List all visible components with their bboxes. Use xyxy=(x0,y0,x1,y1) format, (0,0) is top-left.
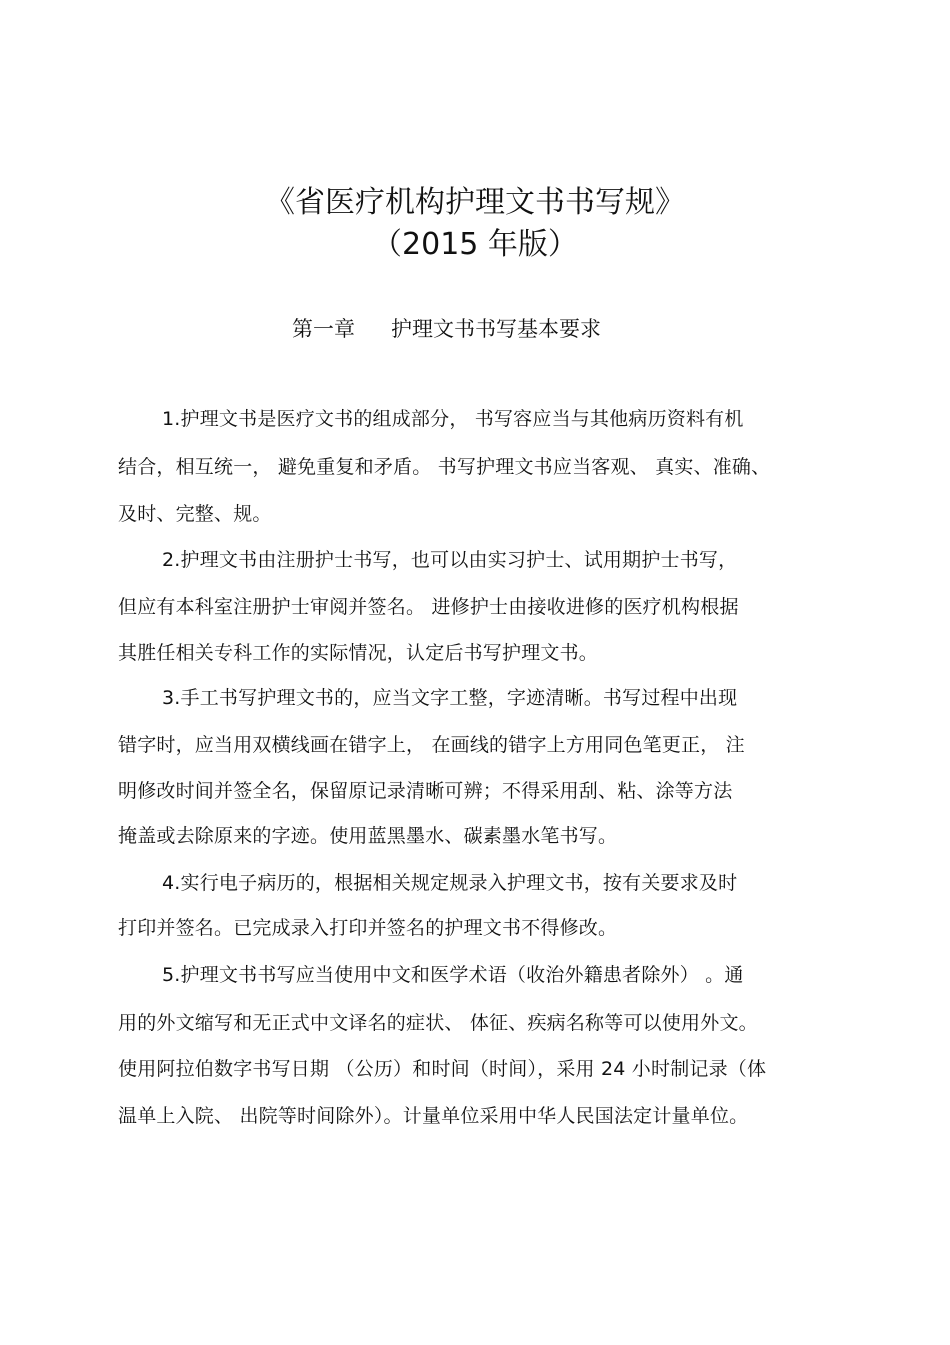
paragraph-3-line-4: 掩盖或去除原来的字迹。使用蓝黑墨水、碳素墨水笔书写。 xyxy=(118,825,618,847)
paragraph-5-line-3: 使用阿拉伯数字书写日期 （公历）和时间（时间），采用 24 小时制记录（体 xyxy=(118,1058,767,1080)
document-title: 《省医疗机构护理文书书写规》 xyxy=(265,185,685,220)
paragraph-3-line-2: 错字时，应当用双横线画在错字上， 在画线的错字上方用同色笔更正， 注 xyxy=(118,734,745,756)
paragraph-5-line-4: 温单上入院、 出院等时间除外）。计量单位采用中华人民国法定计量单位。 xyxy=(118,1105,749,1127)
paragraph-1-line-1: 1.护理文书是医疗文书的组成部分， 书写容应当与其他病历资料有机 xyxy=(162,408,744,430)
paragraph-1-line-2: 结合，相互统一， 避免重复和矛盾。 书写护理文书应当客观、 真实、准确、 xyxy=(118,456,771,478)
paragraph-4-line-1: 4.实行电子病历的，根据相关规定规录入护理文书，按有关要求及时 xyxy=(162,872,738,894)
paragraph-1-line-3: 及时、完整、规。 xyxy=(118,503,272,525)
paragraph-5-line-2: 用的外文缩写和无正式中文译名的症状、 体征、疾病名称等可以使用外文。 xyxy=(118,1012,758,1034)
paragraph-3-line-1: 3.手工书写护理文书的，应当文字工整，字迹清晰。书写过程中出现 xyxy=(162,687,738,709)
paragraph-5-line-1: 5.护理文书书写应当使用中文和医学术语（收治外籍患者除外） 。通 xyxy=(162,964,744,986)
chapter-number: 第一章 xyxy=(292,317,355,341)
paragraph-3-line-3: 明修改时间并签全名，保留原记录清晰可辨；不得采用刮、粘、涂等方法 xyxy=(118,780,733,802)
document-subtitle: （2015 年版） xyxy=(372,227,578,262)
paragraph-4-line-2: 打印并签名。已完成录入打印并签名的护理文书不得修改。 xyxy=(118,917,618,939)
paragraph-2-line-2: 但应有本科室注册护士审阅并签名。 进修护士由接收进修的医疗机构根据 xyxy=(118,596,739,618)
chapter-name: 护理文书书写基本要求 xyxy=(391,317,601,341)
paragraph-2-line-1: 2.护理文书由注册护士书写，也可以由实习护士、试用期护士书写， xyxy=(162,549,738,571)
paragraph-2-line-3: 其胜任相关专科工作的实际情况，认定后书写护理文书。 xyxy=(118,642,599,664)
chapter-heading xyxy=(292,314,601,344)
